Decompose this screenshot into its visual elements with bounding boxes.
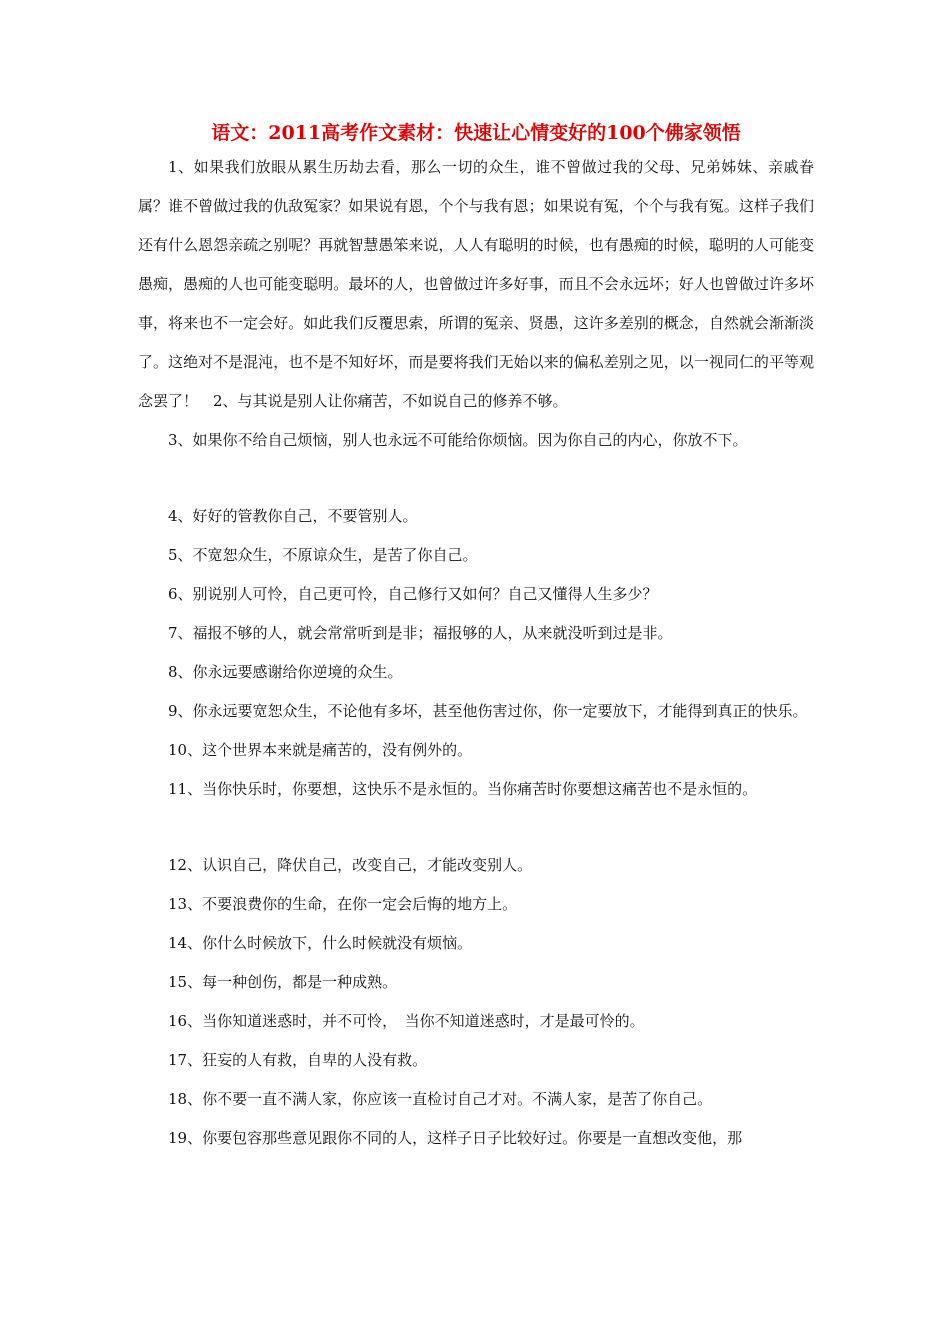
paragraph-16: 16、当你知道迷惑时，并不可怜， 当你不知道迷惑时，才是最可怜的。 [168,1012,645,1030]
paragraph-17: 17、狂妄的人有救，自卑的人没有救。 [168,1051,428,1069]
paragraph-gap [138,460,814,497]
paragraph-6: 6、别说别人可怜，自己更可怜，自己修行又如何？自己又懂得人生多少？ [168,585,658,603]
paragraph-8: 8、你永远要感谢给你逆境的众生。 [168,663,403,681]
paragraph-13: 13、不要浪费你的生命，在你一定会后悔的地方上。 [168,895,518,913]
paragraph-3: 3、如果你不给自己烦恼，别人也永远不可能给你烦恼。因为你自己的内心，你放不下。 [168,431,748,449]
paragraph-12: 12、认识自己，降伏自己，改变自己，才能改变别人。 [168,856,533,874]
paragraph-10: 10、这个世界本来就是痛苦的，没有例外的。 [168,741,473,759]
paragraph-14: 14、你什么时候放下，什么时候就没有烦恼。 [168,934,473,952]
paragraph-18: 18、你不要一直不满人家，你应该一直检讨自己才对。不满人家，是苦了你自己。 [168,1090,713,1108]
paragraph-11: 11、当你快乐时，你要想，这快乐不是永恒的。当你痛苦时你要想这痛苦也不是永恒的。 [168,780,758,798]
document-page [138,118,814,1158]
paragraph-1: 1、如果我们放眼从累生历劫去看，那么一切的众生，谁不曾做过我的父母、兄弟姊妹、亲戚眷属？谁不曾做过我的仇敌冤家？如果说有恩，个个与我有恩；如果说有冤，个个与我有冤。这样子我们还有什么恩怨亲疏之别呢？再就智慧愚笨来说，人人有聪明的时候，也有愚痴的时候，聪明的人可能变愚痴，愚痴的人也可能变聪明。最坏的人，也曾做过许多好事，而且不会永远坏；好人也曾做过许多坏事，将来也不一定会好。如此我们反覆思索，所谓的冤亲、贤愚，这许多差别的概念，自然就会渐渐淡了。这绝对不是混沌，也不是不知好坏，而是要将我们无始以来的偏私差别之见，以一视同仁的平等观念罢了！ 2、与其说是别人让你痛苦，不如说自己的修养不够。 [138,158,814,410]
paragraph-5: 5、不宽恕众生，不原谅众生，是苦了你自己。 [168,546,478,564]
paragraph-gap [138,809,814,846]
paragraph-15: 15、每一种创伤，都是一种成熟。 [168,973,398,991]
document-title: 语文：2011高考作文素材：快速让心情变好的100个佛家领悟 [211,122,741,144]
paragraph-4: 4、好好的管教你自己，不要管别人。 [168,507,418,525]
paragraph-7: 7、福报不够的人，就会常常听到是非；福报够的人，从来就没听到过是非。 [168,624,673,642]
paragraph-9: 9、你永远要宽恕众生，不论他有多坏，甚至他伤害过你，你一定要放下，才能得到真正的快乐。 [168,702,808,720]
paragraph-19: 19、你要包容那些意见跟你不同的人，这样子日子比较好过。你要是一直想改变他，那 [168,1129,743,1147]
